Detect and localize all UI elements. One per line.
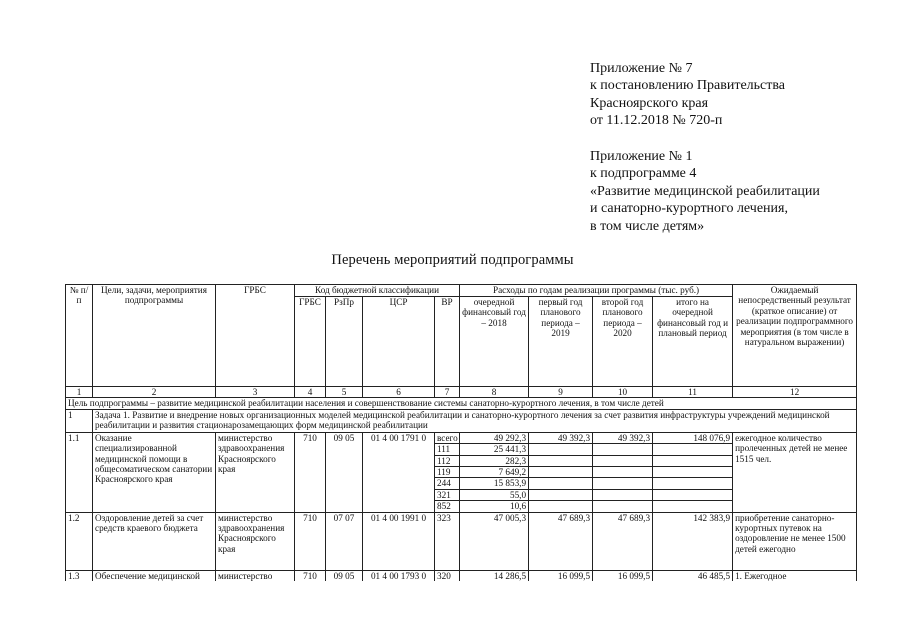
task-text: Задача 1. Развитие и внедрение новых организационных моделей медицинской реабилитации и санаторно-курортного лечения за счет развития инфраструктуры учреждений медицинской реабилитации и развития стационарозамещающих форм медицинской реабилитации	[93, 409, 857, 432]
item-code-grbs: 710	[295, 570, 326, 581]
empty-cell	[653, 444, 733, 455]
empty-cell	[653, 467, 733, 478]
header-grbs: ГРБС	[216, 285, 295, 387]
empty-cell	[653, 501, 733, 512]
header-line: в том числе детям»	[590, 218, 705, 234]
table-row	[66, 570, 857, 581]
item-2018: 49 292,3	[460, 432, 529, 443]
task-row	[66, 409, 857, 432]
item-vr: 321	[435, 489, 460, 500]
header-block-appendix-1	[590, 148, 820, 235]
item-grbs: министерство здравоохранения Красноярского края	[216, 512, 295, 570]
item-num: 1.3	[66, 570, 93, 581]
empty-cell	[653, 489, 733, 500]
header-line: Приложение № 7	[590, 61, 693, 76]
item-csr: 01 4 00 1791 0	[363, 432, 435, 512]
item-grbs: министерство	[216, 570, 295, 581]
item-grbs: министерство здравоохранения Красноярского края	[216, 432, 295, 512]
header-exp-2020: второй год планового периода – 2020	[593, 297, 653, 387]
empty-cell	[529, 478, 593, 489]
item-csr: 01 4 00 1991 0	[363, 512, 435, 570]
item-result: 1. Ежегодное	[733, 570, 857, 581]
empty-cell	[653, 455, 733, 466]
column-number: 7	[435, 387, 460, 398]
header-line: Красноярского края	[590, 95, 709, 111]
item-rzpr: 09 05	[326, 432, 363, 512]
column-numbers-row	[66, 387, 857, 398]
header-exp-total: итого на очередной финансовый год и плановый период	[653, 297, 733, 387]
column-number: 2	[93, 387, 216, 398]
table-row	[66, 512, 857, 570]
item-vr: 111	[435, 444, 460, 455]
empty-cell	[593, 478, 653, 489]
item-result: ежегодное количество пролеченных детей не менее 1515 чел.	[733, 432, 857, 512]
item-result: приобретение санаторно-курортных путевок на оздоровление не менее 1500 детей ежегодно	[733, 512, 857, 570]
item-vr: 119	[435, 467, 460, 478]
item-2018: 14 286,5	[460, 570, 529, 581]
empty-cell	[529, 455, 593, 466]
header-exp-2019: первый год планового периода – 2019	[529, 297, 593, 387]
empty-cell	[653, 478, 733, 489]
header-num: № п/п	[66, 285, 93, 387]
item-2018: 15 853,9	[460, 478, 529, 489]
column-number: 1	[66, 387, 93, 398]
item-2018: 55,0	[460, 489, 529, 500]
column-number: 10	[593, 387, 653, 398]
item-name: Оказание специализированной медицинской помощи в общесоматическом санатории Красноярского края	[93, 432, 216, 512]
measures-table	[65, 284, 857, 581]
empty-cell	[593, 467, 653, 478]
document-title: Перечень мероприятий подпрограммы	[331, 252, 574, 268]
goal-row	[66, 398, 857, 409]
header-exp-2018: очередной финансовый год – 2018	[460, 297, 529, 387]
item-2018: 10,6	[460, 501, 529, 512]
item-2018: 25 441,3	[460, 444, 529, 455]
item-vr: 244	[435, 478, 460, 489]
item-code-grbs: 710	[295, 512, 326, 570]
item-name: Оздоровление детей за счет средств краевого бюджета	[93, 512, 216, 570]
column-number: 6	[363, 387, 435, 398]
item-total: 142 383,9	[653, 512, 733, 570]
empty-cell	[593, 489, 653, 500]
item-2019: 16 099,5	[529, 570, 593, 581]
empty-cell	[593, 455, 653, 466]
header-expenses: Расходы по годам реализации программы (тыс. руб.)	[460, 285, 733, 297]
header-code-grbs: ГРБС	[295, 297, 326, 387]
header-goals: Цели, задачи, мероприятия подпрограммы	[93, 285, 216, 387]
header-line: Приложение № 1	[590, 149, 693, 164]
item-vr: всего	[435, 432, 460, 443]
item-2018: 7 649,2	[460, 467, 529, 478]
item-code-grbs: 710	[295, 432, 326, 512]
header-line: к постановлению Правительства	[590, 78, 786, 94]
header-result: Ожидаемый непосредственный результат (краткое описание) от реализации подпрограммного мероприятия (в том числе в натуральном выражении)	[733, 285, 857, 387]
header-code-rzpr: РзПр	[326, 297, 363, 387]
task-num: 1	[66, 409, 93, 432]
item-vr: 112	[435, 455, 460, 466]
item-total: 46 485,5	[653, 570, 733, 581]
item-2020: 47 689,3	[593, 512, 653, 570]
goal-text: Цель подпрограммы – развитие медицинской реабилитации населения и совершенствование системы санаторно-курортного лечения, в том числе детей	[66, 398, 857, 409]
column-number: 3	[216, 387, 295, 398]
item-2020: 16 099,5	[593, 570, 653, 581]
item-rzpr: 09 05	[326, 570, 363, 581]
item-2019: 49 392,3	[529, 432, 593, 443]
column-number: 12	[733, 387, 857, 398]
item-num: 1.1	[66, 432, 93, 512]
column-number: 5	[326, 387, 363, 398]
header-line: и санаторно-курортного лечения,	[590, 201, 788, 217]
column-number: 9	[529, 387, 593, 398]
header-block-appendix-7	[590, 60, 785, 130]
item-csr: 01 4 00 1793 0	[363, 570, 435, 581]
item-total: 148 076,9	[653, 432, 733, 443]
table-row	[66, 432, 857, 443]
header-code-vr: ВР	[435, 297, 460, 387]
item-vr: 323	[435, 512, 460, 570]
empty-cell	[529, 467, 593, 478]
empty-cell	[529, 444, 593, 455]
column-number: 11	[653, 387, 733, 398]
empty-cell	[529, 489, 593, 500]
header-line: к подпрограмме 4	[590, 166, 697, 182]
empty-cell	[593, 501, 653, 512]
header-line: «Развитие медицинской реабилитации	[590, 183, 820, 199]
item-num: 1.2	[66, 512, 93, 570]
empty-cell	[593, 444, 653, 455]
item-vr: 852	[435, 501, 460, 512]
column-number: 8	[460, 387, 529, 398]
item-rzpr: 07 07	[326, 512, 363, 570]
empty-cell	[529, 501, 593, 512]
item-2019: 47 689,3	[529, 512, 593, 570]
header-code-csr: ЦСР	[363, 297, 435, 387]
item-vr: 320	[435, 570, 460, 581]
item-2018: 47 005,3	[460, 512, 529, 570]
item-name: Обеспечение медицинской	[93, 570, 216, 581]
header-budget-code: Код бюджетной классификации	[295, 285, 460, 297]
column-number: 4	[295, 387, 326, 398]
item-2018: 282,3	[460, 455, 529, 466]
item-2020: 49 392,3	[593, 432, 653, 443]
header-line: от 11.12.2018 № 720-п	[590, 113, 723, 129]
